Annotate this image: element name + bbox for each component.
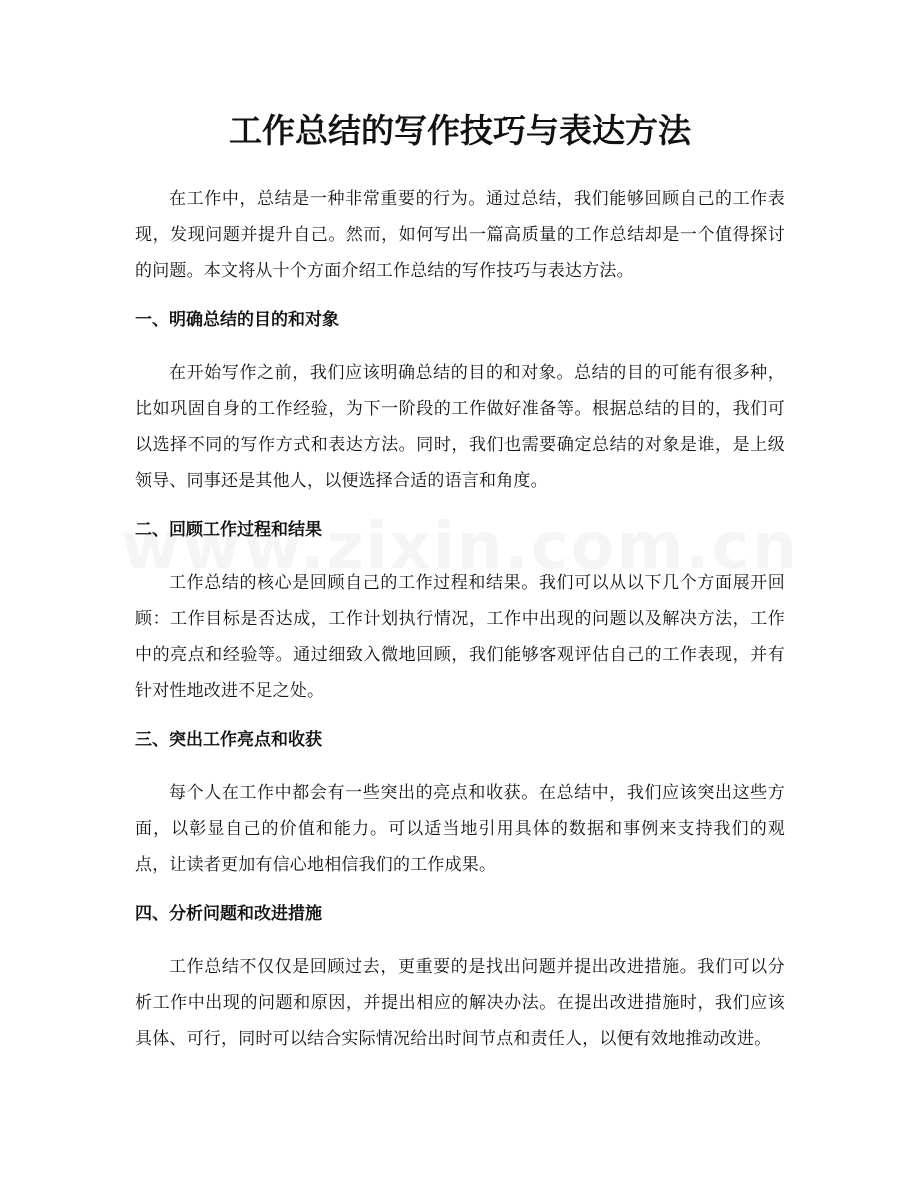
section-heading-1: 一、明确总结的目的和对象 (135, 310, 339, 330)
section-paragraph-3: 每个人在工作中都会有一些突出的亮点和收获。在总结中，我们应该突出这些方面，以彰显自己的价值和能力。可以适当地引用具体的数据和事例来支持我们的观点，让读者更加有信心地相信我们的工作成果。 (135, 783, 785, 875)
section-paragraph-2: 工作总结的核心是回顾自己的工作过程和结果。我们可以从以下几个方面展开回顾：工作目标是否达成，工作计划执行情况，工作中出现的问题以及解决方法，工作中的亮点和经验等。通过细致入微地回顾，我们能够客观评估自己的工作表现，并有针对性地改进不足之处。 (135, 573, 785, 701)
section-heading-3: 三、突出工作亮点和收获 (135, 730, 322, 750)
section-heading-2: 二、回顾工作过程和结果 (135, 520, 322, 540)
document-body (135, 181, 785, 1057)
intro-paragraph: 在工作中，总结是一种非常重要的行为。通过总结，我们能够回顾自己的工作表现，发现问题并提升自己。然而，如何写出一篇高质量的工作总结却是一个值得探讨的问题。本文将从十个方面介绍工作总结的写作技巧与表达方法。 (135, 189, 785, 281)
section-paragraph-1: 在开始写作之前，我们应该明确总结的目的和对象。总结的目的可能有很多种，比如巩固自身的工作经验，为下一阶段的工作做好准备等。根据总结的目的，我们可以选择不同的写作方式和表达方法。同时，我们也需要确定总结的对象是谁，是上级领导、同事还是其他人，以便选择合适的语言和角度。 (135, 363, 785, 491)
section-heading-4: 四、分析问题和改进措施 (135, 904, 322, 924)
section-paragraph-4: 工作总结不仅仅是回顾过去，更重要的是找出问题并提出改进措施。我们可以分析工作中出现的问题和原因，并提出相应的解决办法。在提出改进措施时，我们应该具体、可行，同时可以结合实际情况给出时间节点和责任人，以便有效地推动改进。 (135, 957, 785, 1049)
document-title: 工作总结的写作技巧与表达方法 (229, 111, 691, 150)
